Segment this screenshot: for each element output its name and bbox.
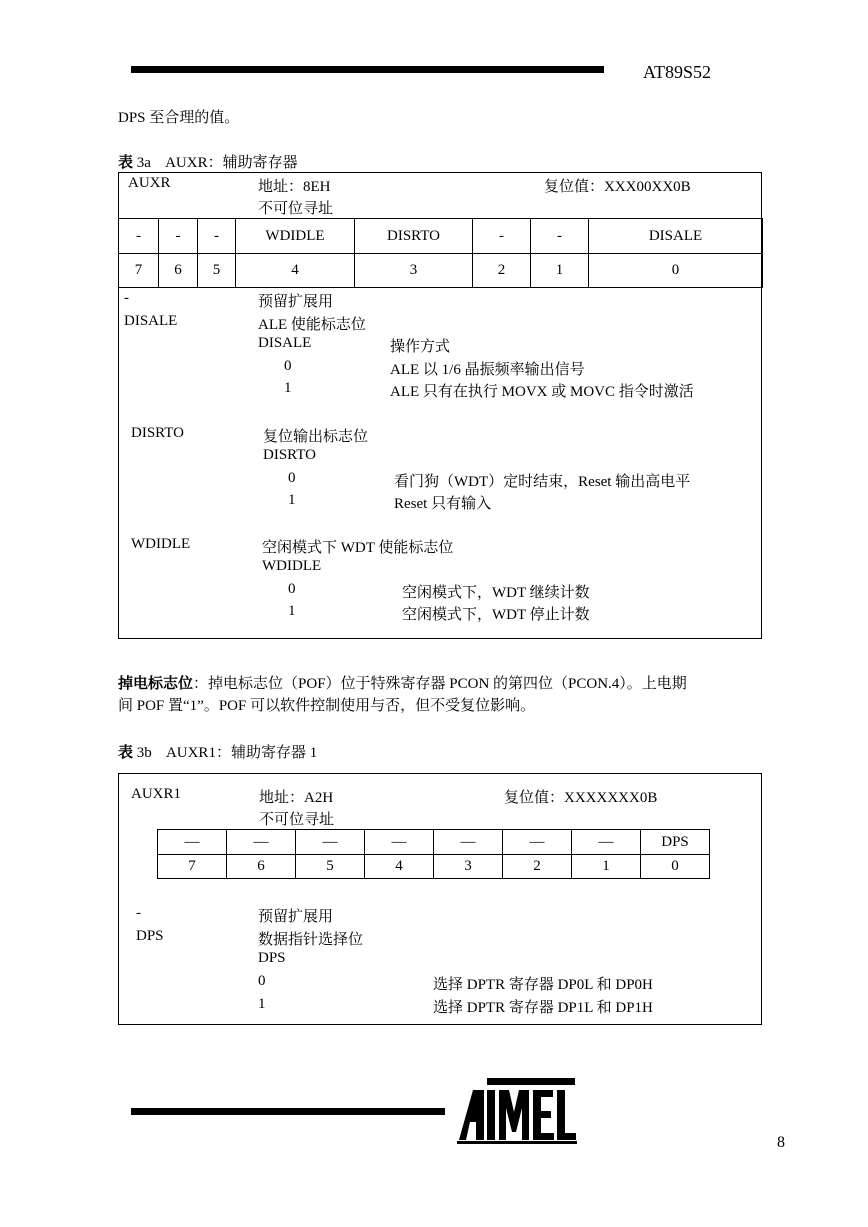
table3a-bit-name: WDIDLE xyxy=(236,219,355,254)
disale-row-value: 1 xyxy=(284,380,292,396)
footer-rule xyxy=(131,1108,445,1115)
dps-row-value: 0 xyxy=(258,973,266,989)
table3a-bit-name: DISRTO xyxy=(355,219,473,254)
dps-row-text: 选择 DPTR 寄存器 DP0L 和 DP0H xyxy=(433,977,653,993)
table3a-bit-number: 2 xyxy=(473,254,531,288)
table3b-caption-text: 3b AUXR1：辅助寄存器 1 xyxy=(133,745,318,761)
disale-desc: ALE 使能标志位 xyxy=(258,317,366,333)
wdidle-row-value: 0 xyxy=(288,581,296,597)
table3b-bit-name: DPS xyxy=(641,830,710,855)
wdidle-name: WDIDLE xyxy=(131,536,191,552)
table3a-bit-name: - xyxy=(531,219,589,254)
table3a-reg-name: AUXR xyxy=(128,175,171,191)
pof-paragraph-line1 xyxy=(118,672,687,693)
atmel-logo xyxy=(456,1078,578,1144)
table3a-bit-table xyxy=(118,218,763,288)
page-number: 8 xyxy=(777,1134,785,1151)
table3a-bit-name: DISALE xyxy=(589,219,763,254)
table3b-bit-number: 4 xyxy=(365,855,434,879)
table3a-bit-number: 7 xyxy=(119,254,159,288)
disale-name: DISALE xyxy=(124,313,178,329)
table3b-caption-label: 表 xyxy=(118,745,134,761)
dps-desc: 数据指针选择位 xyxy=(258,932,364,948)
wdidle-row-text: 空闲模式下，WDT 继续计数 xyxy=(402,585,590,601)
table3b-address: 地址：A2H xyxy=(259,790,334,806)
table3b-bit-name: — xyxy=(227,830,296,855)
table3b-bit-number: 1 xyxy=(572,855,641,879)
table3b-bit-name: — xyxy=(503,830,572,855)
header-chip-name: AT89S52 xyxy=(643,62,712,82)
table3a-bit-number: 3 xyxy=(355,254,473,288)
dps-name: DPS xyxy=(136,928,164,944)
wdidle-col-name: WDIDLE xyxy=(262,558,322,574)
disrto-row-text: 看门狗（WDT）定时结束，Reset 输出高电平 xyxy=(394,474,691,490)
table3a-reset-value: 复位值：XXX00XX0B xyxy=(544,179,691,195)
wdidle-row-value: 1 xyxy=(288,603,296,619)
header-rule xyxy=(131,66,604,73)
disrto-name: DISRTO xyxy=(131,425,184,441)
disale-row-text: ALE 只有在执行 MOVX 或 MOVC 指令时激活 xyxy=(390,384,694,400)
table3b-bit-table xyxy=(157,829,710,879)
table3a-bit-number: 1 xyxy=(531,254,589,288)
disale-row-value: 0 xyxy=(284,358,292,374)
wdidle-desc: 空闲模式下 WDT 使能标志位 xyxy=(262,540,454,556)
table3b-bit-name: — xyxy=(434,830,503,855)
table3a-reserved-desc: 预留扩展用 xyxy=(258,294,334,310)
table3a-caption-label: 表 xyxy=(118,155,134,171)
table3b-bit-number: 2 xyxy=(503,855,572,879)
table3b-bit-number: 5 xyxy=(296,855,365,879)
dps-row-value: 1 xyxy=(258,996,266,1012)
dps-col-name: DPS xyxy=(258,950,286,966)
disrto-col-name: DISRTO xyxy=(263,447,316,463)
table3a-bit-number-row xyxy=(119,254,763,288)
table3b-bit-name-row xyxy=(158,830,710,855)
table3a-bit-number: 0 xyxy=(589,254,763,288)
disrto-row-text: Reset 只有输入 xyxy=(394,496,492,512)
table3b-bit-number: 7 xyxy=(158,855,227,879)
table3b-bit-name: — xyxy=(365,830,434,855)
disrto-row-value: 0 xyxy=(288,470,296,486)
pof-paragraph-line2: 间 POF 置“1”。POF 可以软件控制使用与否，但不受复位影响。 xyxy=(118,698,536,714)
table3a-bit-name: - xyxy=(159,219,198,254)
table3b-reserved-desc: 预留扩展用 xyxy=(258,909,334,925)
dps-row-text: 选择 DPTR 寄存器 DP1L 和 DP1H xyxy=(433,1000,653,1016)
table3b-not-bit-addressable: 不可位寻址 xyxy=(259,812,335,828)
disale-col-mode: 操作方式 xyxy=(390,339,451,355)
table3b-bit-name: — xyxy=(572,830,641,855)
table3a-not-bit-addressable: 不可位寻址 xyxy=(258,201,334,217)
table3a-bit-name: - xyxy=(119,219,159,254)
table3b-bit-number: 3 xyxy=(434,855,503,879)
intro-text: DPS 至合理的值。 xyxy=(118,110,240,126)
pof-label: 掉电标志位 xyxy=(118,676,194,692)
table3b-reg-name: AUXR1 xyxy=(131,786,182,802)
table3a-bit-number: 6 xyxy=(159,254,198,288)
disrto-row-value: 1 xyxy=(288,492,296,508)
table3b-caption xyxy=(118,741,317,762)
table3b-bit-number: 6 xyxy=(227,855,296,879)
table3a-reserved-symbol: - xyxy=(124,290,129,306)
table3a-address: 地址：8EH xyxy=(258,179,331,195)
table3a-bit-name: - xyxy=(473,219,531,254)
disrto-desc: 复位输出标志位 xyxy=(263,429,369,445)
table3b-reset-value: 复位值：XXXXXXX0B xyxy=(504,790,658,806)
disale-row-text: ALE 以 1/6 晶振频率输出信号 xyxy=(390,362,585,378)
table3a-bit-name: - xyxy=(198,219,236,254)
table3b-bit-name: — xyxy=(296,830,365,855)
disale-col-name: DISALE xyxy=(258,335,312,351)
table3a-bit-number: 4 xyxy=(236,254,355,288)
table3a-caption xyxy=(118,151,298,172)
table3b-reserved-symbol: - xyxy=(136,905,141,921)
table3b-bit-number: 0 xyxy=(641,855,710,879)
table3b-bit-name: — xyxy=(158,830,227,855)
table3a-bit-number: 5 xyxy=(198,254,236,288)
pof-line1-text: ：掉电标志位（POF）位于特殊寄存器 PCON 的第四位（PCON.4）。上电期 xyxy=(193,676,687,692)
wdidle-row-text: 空闲模式下，WDT 停止计数 xyxy=(402,607,590,623)
table3a-bit-name-row xyxy=(119,219,763,254)
table3a-caption-text: 3a AUXR：辅助寄存器 xyxy=(133,155,298,171)
table3b-bit-number-row xyxy=(158,855,710,879)
